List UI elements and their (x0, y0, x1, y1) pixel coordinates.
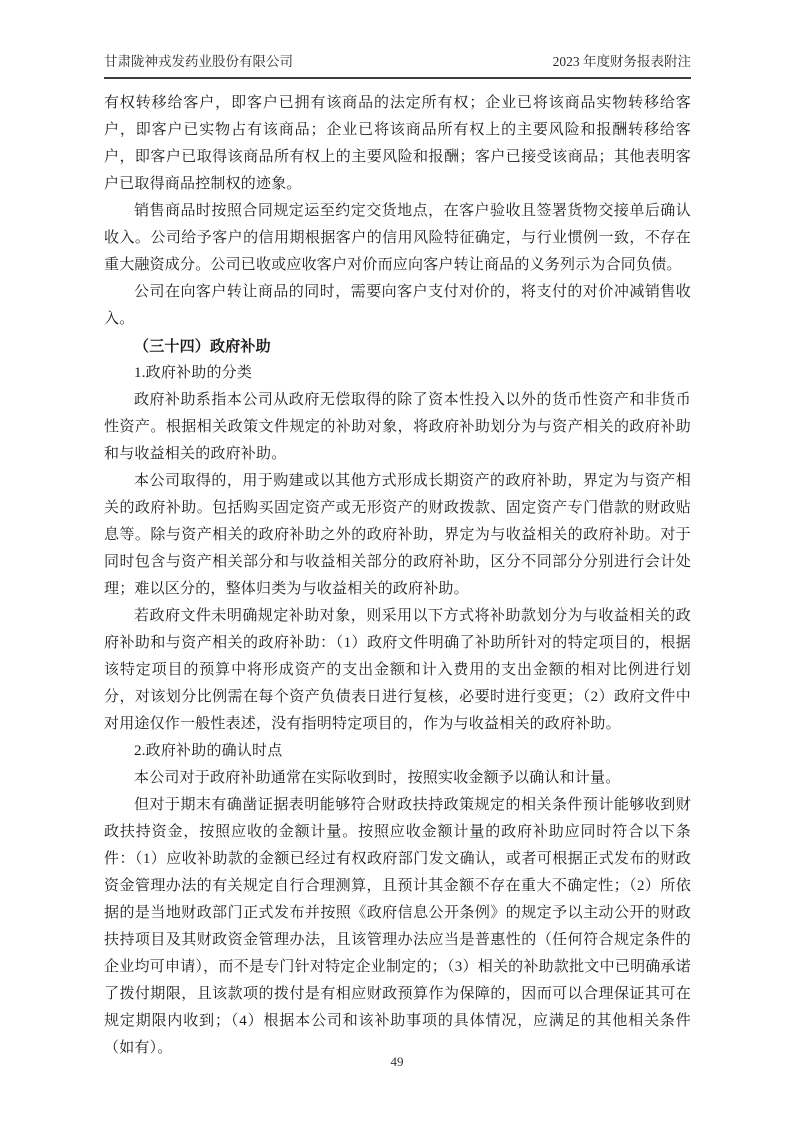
paragraph-grant-division-method: 若政府文件未明确规定补助对象，则采用以下方式将补助款划分为与收益相关的政府补助和与资产相关的政府补助：（1）政府文件明确了补助所针对的特定项目的，根据该特定项目的预算中将形成资产的支出金额和计入费用的支出金额的相对比例进行划分，对该划分比例需在每个资产负债表日进行复核，必要时进行变更；（2）政府文件中对用途仅作一般性表述，没有指明特定项目的，作为与收益相关的政府补助。 (104, 608, 691, 732)
page-footer (0, 1054, 794, 1070)
paragraph-consideration-paid: 公司在向客户转让商品的同时，需要向客户支付对价的，将支付的对价冲减销售收入。 (104, 284, 691, 327)
paragraph-grant-recognition: 本公司对于政府补助通常在实际收到时，按照实收金额予以确认和计量。 (134, 770, 621, 786)
subsection-heading-grant-recognition-timing: 2.政府补助的确认时点 (134, 743, 283, 759)
paragraph-receivable-grant-conditions: 但对于期末有确凿证据表明能够符合财政扶持政策规定的相关条件预计能够收到财政扶持资金，按照应收的金额计量。按照应收金额计量的政府补助应同时符合以下条件：（1）应收补助款的金额已经过有权政府部门发文确认，或者可根据正式发布的财政资金管理办法的有关规定自行合理测算，且预计其金额不存在重大不确定性；（2）所依据的是当地财政部门正式发布并按照《政府信息公开条例》的规定予以主动公开的财政扶持项目及其财政资金管理办法，且该管理办法应当是普惠性的（任何符合规定条件的企业均可申请），而不是专门针对特定企业制定的；（3）相关的补助款批文中已明确承诺了拨付期限，且该款项的拨付是有相应财政预算作为保障的，因而可以合理保证其可在规定期限内收到；（4）根据本公司和该补助事项的具体情况，应满足的其他相关条件（如有）。 (104, 797, 691, 1056)
paragraph-revenue-continuation: 有权转移给客户，即客户已拥有该商品的法定所有权；企业已将该商品实物转移给客户，即客户已实物占有该商品；企业已将该商品所有权上的主要风险和报酬转移给客户，即客户已取得该商品所有权上的主要风险和报酬；客户已接受该商品；其他表明客户已取得商品控制权的迹象。 (104, 95, 691, 192)
section-heading-government-grants: （三十四）政府补助 (134, 338, 271, 355)
subsection-heading-grant-classification: 1.政府补助的分类 (134, 365, 253, 381)
page-number: 49 (390, 1054, 404, 1069)
paragraph-asset-related-grants: 本公司取得的，用于购建或以其他方式形成长期资产的政府补助，界定为与资产相关的政府补助。包括购买固定资产或无形资产的财政拨款、固定资产专门借款的财政贴息等。除与资产相关的政府补助之外的政府补助，界定为与收益相关的政府补助。对于同时包含与资产相关部分和与收益相关部分的政府补助，区分不同部分分别进行会计处理；难以区分的，整体归类为与收益相关的政府补助。 (104, 473, 691, 597)
paragraph-sales-recognition: 销售商品时按照合同规定运至约定交货地点，在客户验收且签署货物交接单后确认收入。公司给予客户的信用期根据客户的信用风险特征确定，与行业惯例一致，不存在重大融资成分。公司已收或应收客户对价而应向客户转让商品的义务列示为合同负债。 (104, 203, 691, 273)
document-body (104, 90, 691, 1062)
paragraph-grant-definition: 政府补助系指本公司从政府无偿取得的除了资本性投入以外的货币性资产和非货币性资产。根据相关政策文件规定的补助对象，将政府补助划分为与资产相关的政府补助和与收益相关的政府补助。 (104, 392, 691, 462)
page-header (104, 52, 691, 79)
company-name: 甘肃陇神戎发药业股份有限公司 (104, 54, 293, 69)
report-title: 2023 年度财务报表附注 (552, 54, 691, 69)
